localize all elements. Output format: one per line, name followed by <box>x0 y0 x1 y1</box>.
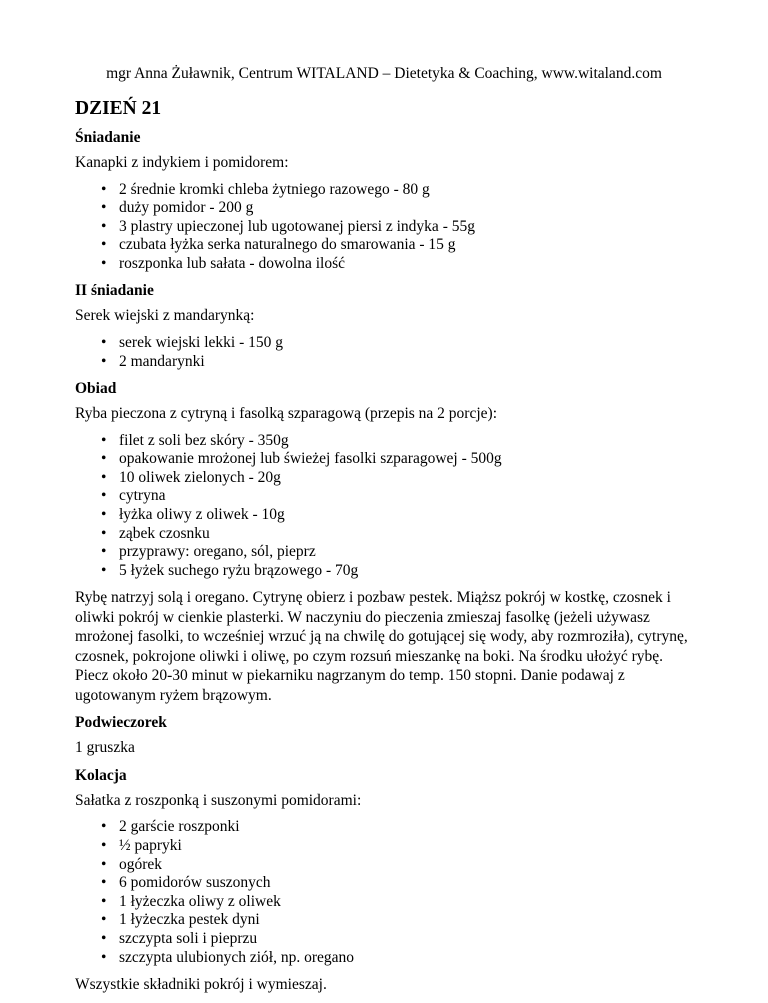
meal-text-snack: 1 gruszka <box>75 739 135 757</box>
list-item: • 2 mandarynki <box>101 352 205 370</box>
list-item: • 2 garście roszponki <box>101 818 240 836</box>
section-snack <box>75 713 695 758</box>
bullet-icon: • <box>101 431 107 449</box>
meal-intro-breakfast: Kanapki z indykiem i pomidorem: <box>75 154 289 171</box>
list-item: • serek wiejski lekki - 150 g <box>101 333 284 351</box>
list-item: • roszponka lub sałata - dowolna ilość <box>101 254 345 272</box>
list-item: • czubata łyżka serka naturalnego do smarowania - 15 g <box>101 236 456 254</box>
recipe-instructions-lunch: Rybę natrzyj solą i oregano. Cytrynę obierz i pozbaw pestek. Miąższ pokrój w kostkę, czosnek i oliwki pokrój w cienkie plasterki. W naczyniu do pieczenia zmieszaj fasolkę (jeżeli używasz mrożonej fasolki, to wcześniej wrzuć ją na chwilę do gotującej się wody, aby rozmroziła), cytrynę, czosnek, pokrojone oliwki i oliwę, po czym rozsuń mieszankę na boki. Na środku ułożyć rybę. Piecz około 20-30 minut w piekarniku nagrzanym do temp. 150 stopni. Danie podawaj z ugotowanym ryżem brązowym. <box>75 589 688 704</box>
bullet-icon: • <box>101 818 107 836</box>
list-item: • filet z soli bez skóry - 350g <box>101 431 289 449</box>
bullet-icon: • <box>101 855 107 873</box>
document-content <box>75 98 695 1003</box>
bullet-icon: • <box>101 929 107 947</box>
bullet-icon: • <box>101 543 107 561</box>
meal-intro-dinner: Sałatka z roszponką i suszonymi pomidorami: <box>75 791 362 809</box>
bullet-icon: • <box>101 948 107 966</box>
ingredient-list-dinner <box>75 818 695 967</box>
meal-intro-second-breakfast: Serek wiejski z mandarynką: <box>75 307 255 325</box>
ingredient-list-breakfast <box>75 181 695 274</box>
bullet-icon: • <box>101 468 107 486</box>
list-item: • 2 średnie kromki chleba żytniego razowego - 80 g <box>101 180 430 198</box>
ingredient-list-second-breakfast <box>75 334 695 371</box>
bullet-icon: • <box>101 561 107 579</box>
list-item: • ząbek czosnku <box>101 524 210 542</box>
recipe-instructions-dinner: Wszystkie składniki pokrój i wymieszaj. <box>75 976 327 994</box>
list-item: • szczypta soli i pieprzu <box>101 929 258 947</box>
list-item: • szczypta ulubionych ziół, np. oregano <box>101 948 355 966</box>
list-item: • łyżka oliwy z oliwek - 10g <box>101 506 285 524</box>
ingredient-list-lunch <box>75 432 695 581</box>
bullet-icon: • <box>101 199 107 217</box>
list-item: • 3 plastry upieczonej lub ugotowanej piersi z indyka - 55g <box>101 217 475 235</box>
meal-title-dinner: Kolacja <box>75 766 127 784</box>
bullet-icon: • <box>101 892 107 910</box>
section-dinner <box>75 766 695 995</box>
meal-title-second-breakfast: II śniadanie <box>75 282 154 300</box>
bullet-icon: • <box>101 524 107 542</box>
bullet-icon: • <box>101 874 107 892</box>
meal-intro-lunch: Ryba pieczona z cytryną i fasolką szparagową (przepis na 2 porcje): <box>75 405 497 423</box>
bullet-icon: • <box>101 352 107 370</box>
list-item: • ½ papryki <box>101 837 182 854</box>
list-item: • duży pomidor - 200 g <box>101 199 254 217</box>
meal-title-lunch: Obiad <box>75 380 117 398</box>
bullet-icon: • <box>101 236 107 254</box>
list-item: • 10 oliwek zielonych - 20g <box>101 468 281 486</box>
bullet-icon: • <box>101 217 107 235</box>
section-lunch <box>75 379 695 705</box>
day-title: DZIEŃ 21 <box>75 98 162 119</box>
bullet-icon: • <box>101 487 107 505</box>
list-item: • ogórek <box>101 855 163 873</box>
list-item: • 1 łyżeczka oliwy z oliwek <box>101 892 281 910</box>
section-second-breakfast <box>75 281 695 371</box>
section-breakfast <box>75 128 695 273</box>
list-item: • 1 łyżeczka pestek dyni <box>101 911 260 929</box>
bullet-icon: • <box>101 333 107 351</box>
bullet-icon: • <box>101 254 107 272</box>
list-item: • 5 łyżek suchego ryżu brązowego - 70g <box>101 561 359 579</box>
bullet-icon: • <box>101 506 107 524</box>
bullet-icon: • <box>101 837 107 854</box>
meal-title-breakfast: Śniadanie <box>75 129 141 146</box>
meal-title-snack: Podwieczorek <box>75 714 167 732</box>
list-item: • 6 pomidorów suszonych <box>101 874 271 892</box>
bullet-icon: • <box>101 911 107 929</box>
list-item: • przyprawy: oregano, sól, pieprz <box>101 543 316 561</box>
list-item: • opakowanie mrożonej lub świeżej fasolki szparagowej - 500g <box>101 450 502 468</box>
list-item: • cytryna <box>101 487 166 505</box>
bullet-icon: • <box>101 180 107 198</box>
page-header: mgr Anna Żuławnik, Centrum WITALAND – Dietetyka & Coaching, www.witaland.com <box>106 65 662 82</box>
bullet-icon: • <box>101 450 107 468</box>
